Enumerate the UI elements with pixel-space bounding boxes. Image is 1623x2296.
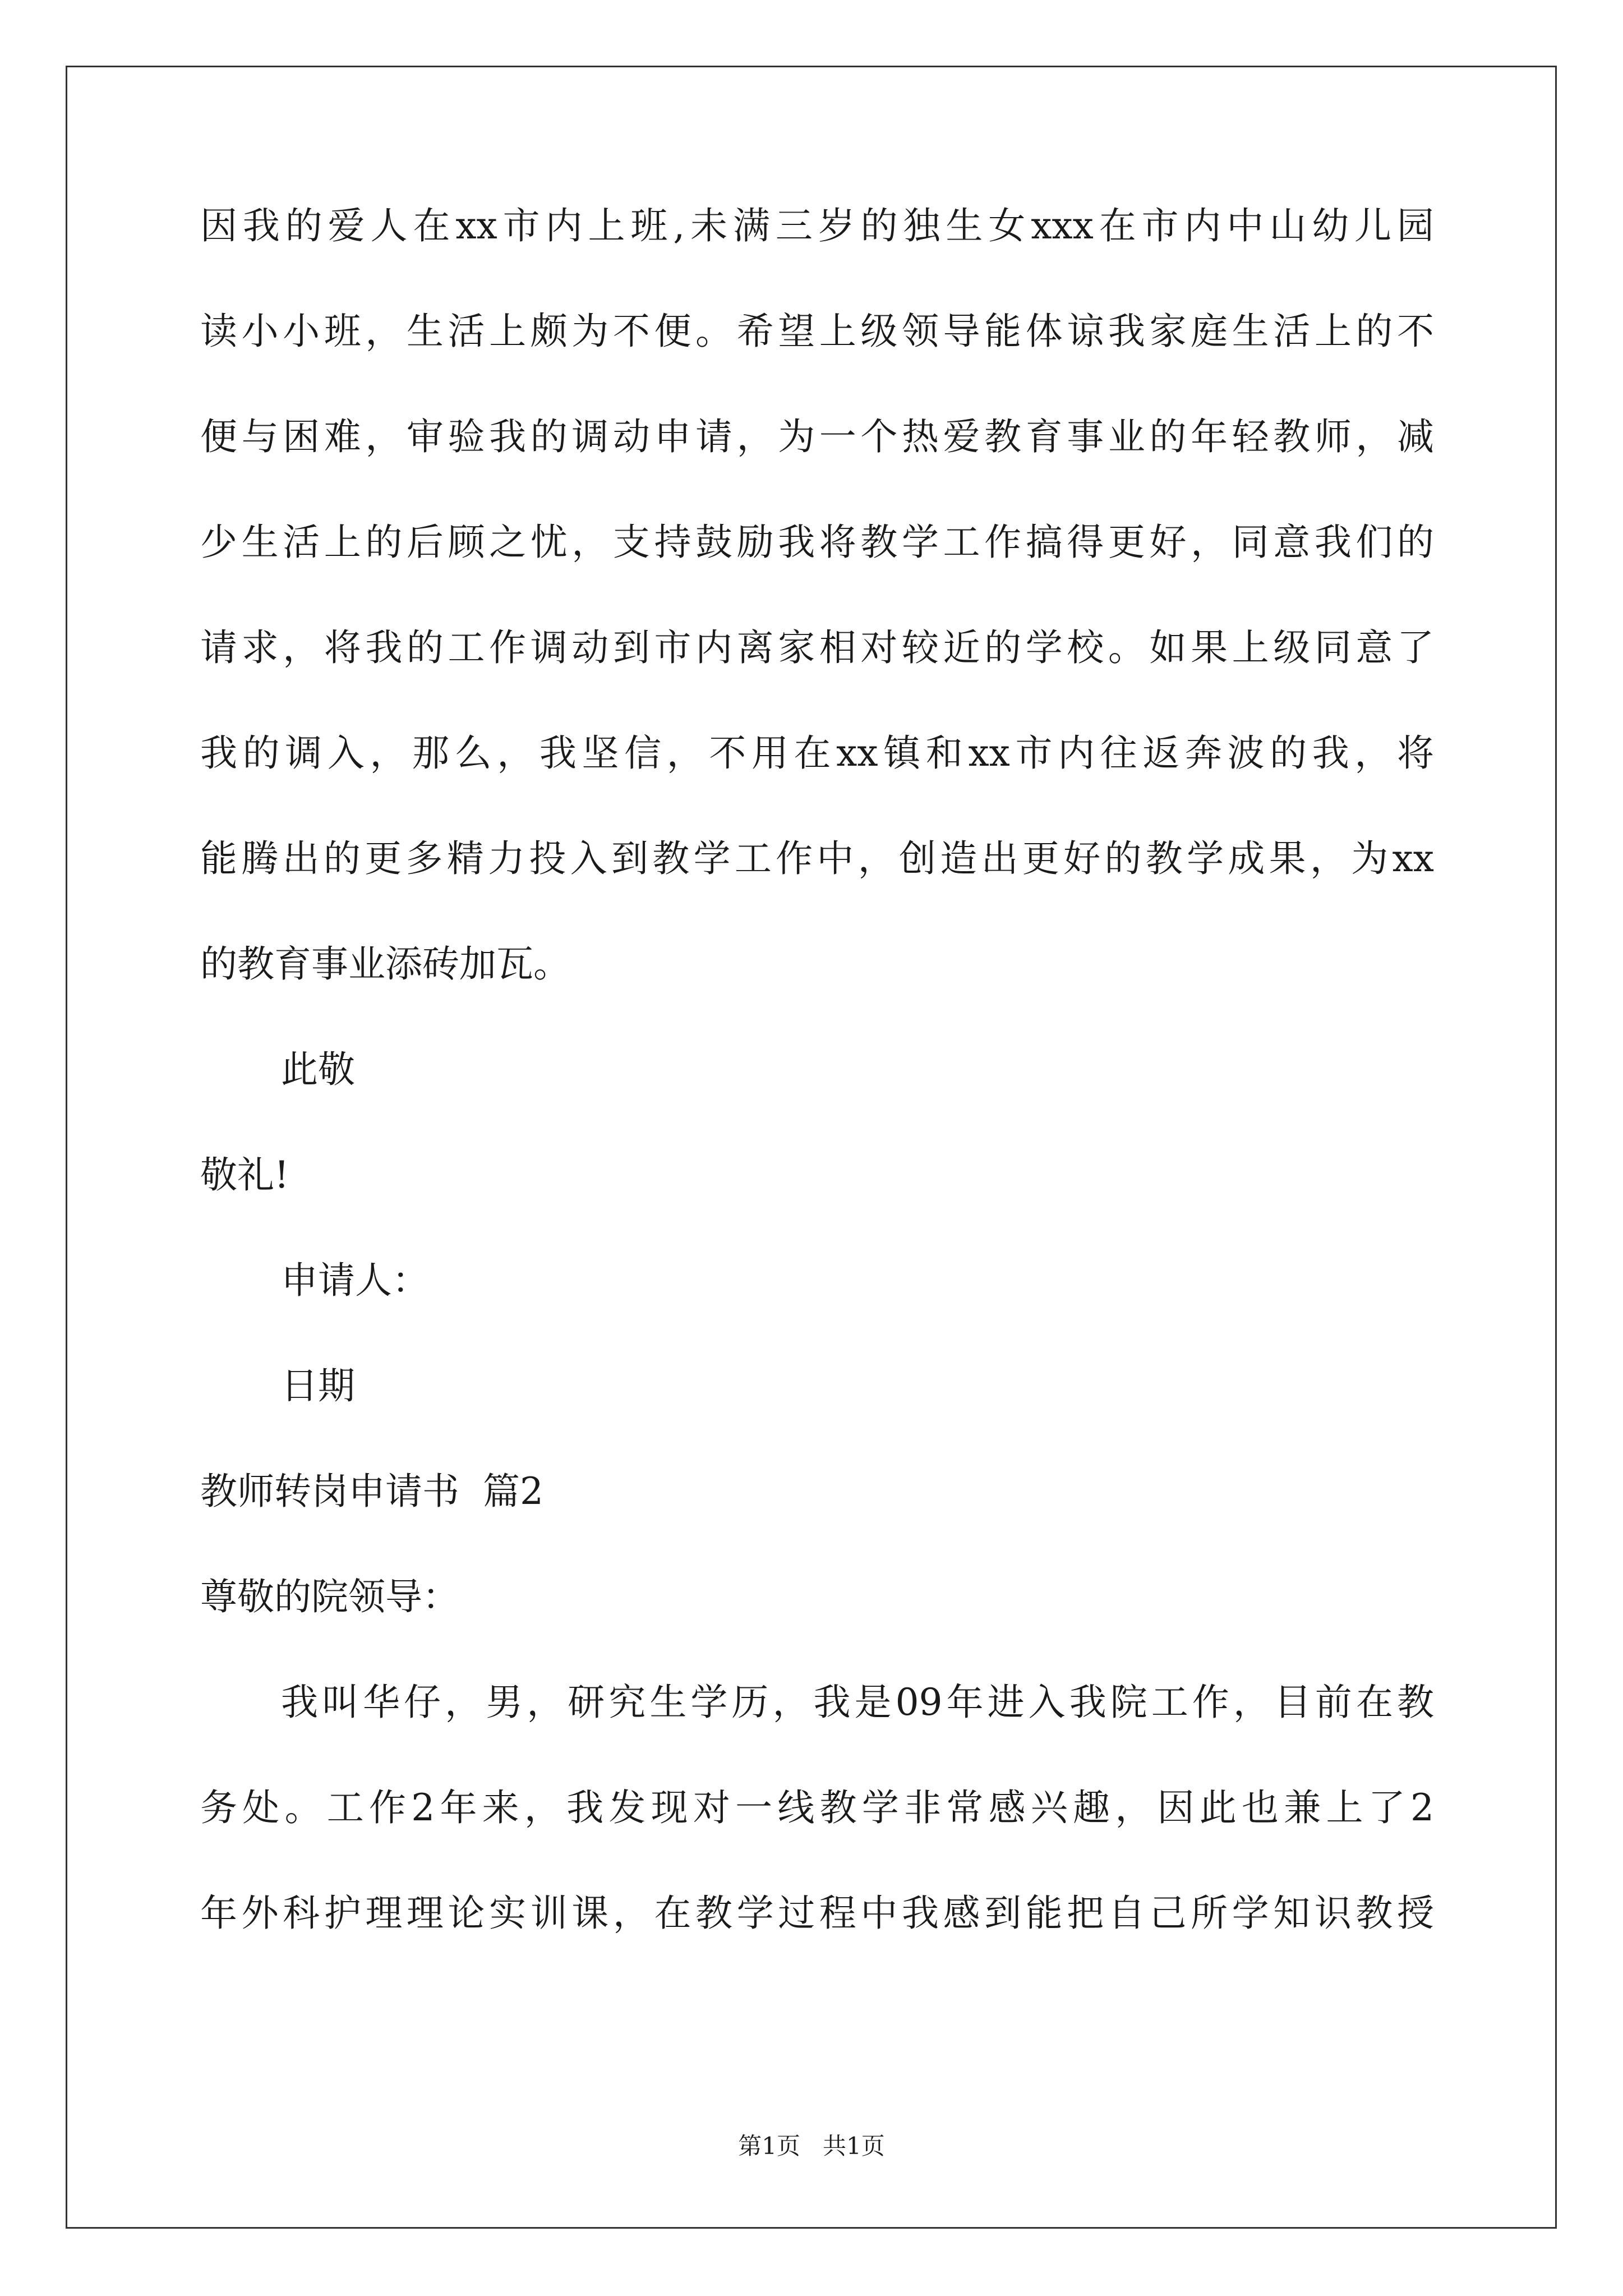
paragraph-1-line-8: 的教育事业添砖加瓦。	[200, 942, 570, 986]
paragraph-1-line-7: 能腾出的更多精力投入到教学工作中，创造出更好的教学成果，为xx	[200, 837, 1434, 880]
section-title: 教师转岗申请书 篇2	[200, 1470, 543, 1513]
paragraph-1-line-4: 少生活上的后顾之忧，支持鼓励我将教学工作搞得更好，同意我们的	[200, 521, 1434, 564]
paragraph-1-line-6: 我的调入，那么，我坚信，不用在xx镇和xx市内往返奔波的我，将	[200, 731, 1434, 775]
paragraph-1-line-1: 因我的爱人在xx市内上班,未满三岁的独生女xxx在市内中山幼儿园	[200, 204, 1434, 247]
paragraph-2-line-1: 我叫华仔，男，研究生学历，我是09年进入我院工作，目前在教	[281, 1681, 1434, 1724]
page-footer: 第1页 共1页	[738, 2132, 885, 2160]
paragraph-1-line-3: 便与困难，审验我的调动申请，为一个热爱教育事业的年轻教师，减	[200, 415, 1434, 458]
date-label: 日期	[281, 1364, 355, 1407]
closing-salute: 此敬	[281, 1048, 355, 1091]
paragraph-2-line-3: 年外科护理理论实训课，在教学过程中我感到能把自己所学知识教授	[200, 1892, 1434, 1935]
paragraph-2-line-2: 务处。工作2年来，我发现对一线教学非常感兴趣，因此也兼上了2	[200, 1786, 1434, 1829]
closing-regards: 敬礼!	[200, 1153, 289, 1197]
paragraph-1-line-2: 读小小班，生活上颇为不便。希望上级领导能体谅我家庭生活上的不	[200, 310, 1434, 353]
salutation: 尊敬的院领导：	[200, 1575, 459, 1618]
paragraph-1-line-5: 请求，将我的工作调动到市内离家相对较近的学校。如果上级同意了	[200, 626, 1434, 669]
applicant-label: 申请人：	[281, 1259, 429, 1302]
